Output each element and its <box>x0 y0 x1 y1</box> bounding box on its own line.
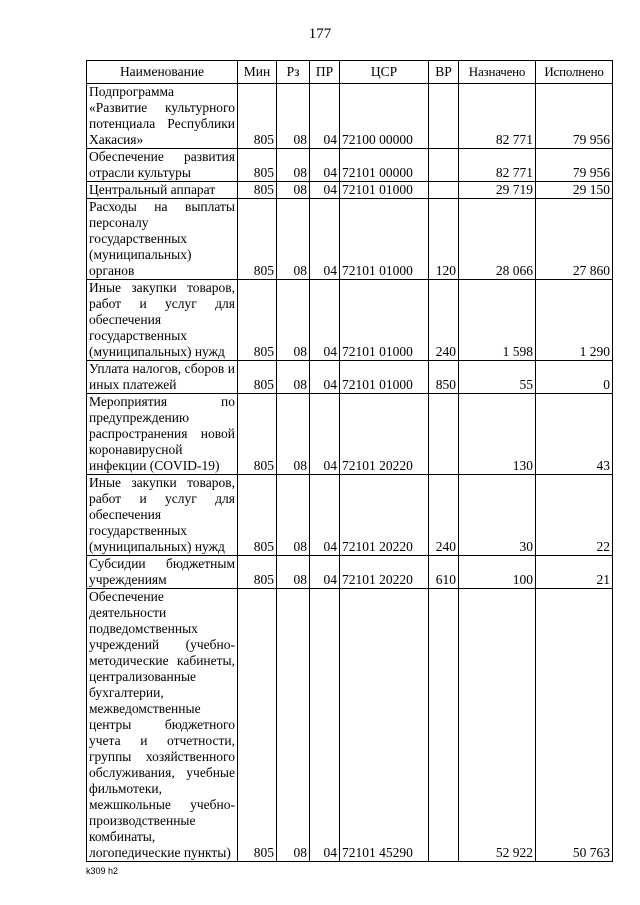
cell-pr: 04 <box>310 199 340 280</box>
cell-rz: 08 <box>277 84 310 149</box>
cell-rz: 08 <box>277 199 310 280</box>
header-rz: Рз <box>277 61 310 84</box>
table-row <box>87 199 613 280</box>
cell-name: Мероприятия по предупреждению распространения новой коронавирусной инфекции (COVID-19) <box>87 394 238 475</box>
cell-pr: 04 <box>310 280 340 361</box>
cell-assigned: 28 066 <box>459 199 536 280</box>
cell-min: 805 <box>238 361 277 394</box>
cell-min: 805 <box>238 394 277 475</box>
footer-code: k309 h2 <box>86 866 119 876</box>
cell-min: 805 <box>238 556 277 589</box>
cell-executed: 0 <box>536 361 613 394</box>
cell-rz: 08 <box>277 182 310 199</box>
cell-name: Расходы на выплаты персоналу государственных (муниципальных) органов <box>87 199 238 280</box>
cell-assigned: 52 922 <box>459 589 536 862</box>
cell-rz: 08 <box>277 556 310 589</box>
cell-executed: 21 <box>536 556 613 589</box>
cell-assigned: 55 <box>459 361 536 394</box>
cell-rz: 08 <box>277 361 310 394</box>
cell-rz: 08 <box>277 280 310 361</box>
cell-csr: 72100 00000 <box>340 84 429 149</box>
table-row <box>87 475 613 556</box>
cell-assigned: 29 719 <box>459 182 536 199</box>
header-vr: ВР <box>429 61 459 84</box>
table-row <box>87 84 613 149</box>
cell-vr <box>429 394 459 475</box>
cell-name: Уплата налогов, сборов и иных платежей <box>87 361 238 394</box>
cell-rz: 08 <box>277 475 310 556</box>
cell-pr: 04 <box>310 475 340 556</box>
cell-executed: 1 290 <box>536 280 613 361</box>
cell-executed: 27 860 <box>536 199 613 280</box>
cell-min: 805 <box>238 280 277 361</box>
table-row <box>87 182 613 199</box>
table-row <box>87 394 613 475</box>
header-executed: Исполнено <box>536 61 613 84</box>
cell-executed: 29 150 <box>536 182 613 199</box>
cell-executed: 50 763 <box>536 589 613 862</box>
cell-csr: 72101 01000 <box>340 280 429 361</box>
cell-vr <box>429 84 459 149</box>
cell-name: Иные закупки товаров, работ и услуг для обеспечения государственных (муниципальных) нужд <box>87 280 238 361</box>
cell-name: Иные закупки товаров, работ и услуг для обеспечения государственных (муниципальных) нужд <box>87 475 238 556</box>
header-csr: ЦСР <box>340 61 429 84</box>
cell-executed: 22 <box>536 475 613 556</box>
table-row <box>87 280 613 361</box>
cell-assigned: 30 <box>459 475 536 556</box>
table-row <box>87 361 613 394</box>
cell-pr: 04 <box>310 149 340 182</box>
cell-csr: 72101 00000 <box>340 149 429 182</box>
cell-min: 805 <box>238 589 277 862</box>
cell-csr: 72101 01000 <box>340 361 429 394</box>
cell-assigned: 130 <box>459 394 536 475</box>
cell-name: Обеспечение развития отрасли культуры <box>87 149 238 182</box>
table-row <box>87 589 613 862</box>
header-row <box>87 61 613 84</box>
cell-pr: 04 <box>310 84 340 149</box>
cell-assigned: 82 771 <box>459 149 536 182</box>
cell-pr: 04 <box>310 589 340 862</box>
cell-csr: 72101 01000 <box>340 182 429 199</box>
cell-min: 805 <box>238 84 277 149</box>
cell-vr: 850 <box>429 361 459 394</box>
cell-vr: 240 <box>429 280 459 361</box>
cell-vr: 610 <box>429 556 459 589</box>
page-number: 177 <box>308 26 332 42</box>
cell-rz: 08 <box>277 149 310 182</box>
cell-min: 805 <box>238 475 277 556</box>
cell-vr <box>429 149 459 182</box>
cell-min: 805 <box>238 199 277 280</box>
table-row <box>87 556 613 589</box>
cell-vr: 120 <box>429 199 459 280</box>
cell-pr: 04 <box>310 361 340 394</box>
header-pr: ПР <box>310 61 340 84</box>
cell-csr: 72101 20220 <box>340 556 429 589</box>
table-row <box>87 149 613 182</box>
cell-csr: 72101 20220 <box>340 475 429 556</box>
cell-name: Субсидии бюджетным учреждениям <box>87 556 238 589</box>
cell-vr <box>429 182 459 199</box>
cell-assigned: 1 598 <box>459 280 536 361</box>
cell-executed: 79 956 <box>536 84 613 149</box>
cell-csr: 72101 20220 <box>340 394 429 475</box>
cell-csr: 72101 01000 <box>340 199 429 280</box>
cell-executed: 43 <box>536 394 613 475</box>
cell-name: Центральный аппарат <box>87 182 238 199</box>
budget-table <box>86 60 613 862</box>
cell-executed: 79 956 <box>536 149 613 182</box>
header-assigned: Назначено <box>459 61 536 84</box>
cell-rz: 08 <box>277 394 310 475</box>
header-name: Наименование <box>87 61 238 84</box>
cell-name: Обеспечение деятельности подведомственных учреждений (учебно-методические кабинеты, централизованные бухгалтерии, межведомственные центры бюджетного учета и отчетности, группы хозяйственного обслуживания, учебные фильмотеки, межшкольные учебно-производственные комбинаты, логопедические пункты) <box>87 589 238 862</box>
cell-vr: 240 <box>429 475 459 556</box>
cell-rz: 08 <box>277 589 310 862</box>
cell-vr <box>429 589 459 862</box>
cell-min: 805 <box>238 149 277 182</box>
cell-name: Подпрограмма «Развитие культурного потенциала Республики Хакасия» <box>87 84 238 149</box>
cell-pr: 04 <box>310 556 340 589</box>
header-min: Мин <box>238 61 277 84</box>
cell-csr: 72101 45290 <box>340 589 429 862</box>
cell-assigned: 100 <box>459 556 536 589</box>
cell-pr: 04 <box>310 394 340 475</box>
cell-assigned: 82 771 <box>459 84 536 149</box>
cell-pr: 04 <box>310 182 340 199</box>
cell-min: 805 <box>238 182 277 199</box>
